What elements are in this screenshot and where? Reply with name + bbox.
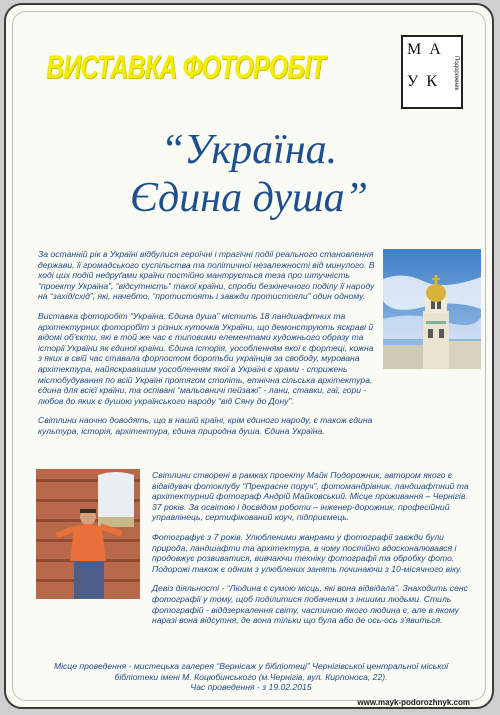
- intro-text: [38, 249, 376, 446]
- mayk-logo: [401, 35, 463, 109]
- title-line-1: “Україна.: [160, 127, 338, 173]
- cathedral-photo: [383, 249, 481, 369]
- bio-paragraph: Фотографує з 7 років. Улюбленими жанрами у фотографії завжди були природа, ландшафти та архітектура, в чому постійно вдосконалювався і продовжує розвиватися, вивчаючи техніку фотографії та обробку фото. Подорожі також є одним з улюблених занять починаючи з 10-місячного віку.: [152, 531, 463, 574]
- intro-paragraph: Світлини наочно доводять, що в нашій країні, крім єдиного народу, є також єдина культура, історія, архітектура, єдина природна душа. Єдина Україна.: [38, 415, 373, 436]
- logo-side-text: Подорожник: [453, 55, 459, 91]
- intro-paragraph: За останній рік в Україні відбулися героїчні і трагічні події реального становлення держави, її громадського суспільства та політичної незалежності від минулого. В ході цих подій недруґами країни постійно мантрується теза про штучність “проекту Україна”, “відсутність” такої країни, спроби безкінечного поділу її народу на “захід/схід”, які, начебто, “протистоять і завжди протистояли” один одному.: [38, 249, 375, 302]
- author-photo-image: [36, 469, 140, 599]
- poster: [4, 3, 494, 709]
- logo-letters-top: МА: [407, 41, 449, 58]
- website-link[interactable]: www.mayk-podorozhnyk.com: [357, 698, 470, 707]
- title-line-2: Єдина душа”: [129, 175, 369, 221]
- venue-text: Місце проведення - мистецька галерея “Вернісаж у бібліотеці” Чернігівської центральної міської бібліотеки імені М. Коцюбинського (м.Чернігів, вул. Кирпоноса, 22).: [53, 661, 449, 682]
- intro-paragraph: Виставка фоторобіт “Україна. Єдина душа” містить 18 ландшафтних та архітектурних фоторобіт з різних куточків України, що демонструють яскраві й відомі об'єкти, які в той же час є типовими елементами художнього образу та історії України як єдиної країни. Єдина історія, уособленням якої є фортеці, кожна з яких в свій час ставала форпостом боротьби українців за свободу, мурована архітектура, найяскравішим уособленням якої в Україні є храми - стрижень містобудування по всій Україні протягом століть, етнічна сільська архітектура, єдина для всієї країни, та оспівані “мальовничі пейзажі” - лани, ставки, гаї, гори - любов до яких є душою українського народу “від Сяну до Дону”.: [38, 310, 374, 406]
- cathedral-photo-image: [383, 249, 481, 369]
- bio-paragraph: Девіз діяльності - “Людина є сумою місць, які вона відвідала”. Знаходить сенс фотографії у тому, щоб поділитися побаченим з іншими людьми. Стиль фотографій - віддзеркалення світу, частиною якого людина є, але в якому наразі вона відсутня, де вона тільки що була або де ось-ось з'явиться.: [152, 583, 468, 626]
- venue-info: [36, 661, 466, 693]
- logo-letters-bottom: УК: [407, 73, 445, 90]
- author-photo: [36, 469, 140, 599]
- exhibition-headline: ВИСТАВКА ФОТОРОБІТ: [46, 49, 325, 85]
- time-text: Час проведення - з 19.02.2015: [190, 682, 312, 693]
- author-bio: [152, 470, 472, 635]
- bio-paragraph: Світлини створені в рамках проекту Майк Подорожник, автором якого є відвідувач фотоклубу “Прекрасне поруч”, фотомандрівник, ландшафтний та архітектурний фотограф Андрій Майковський. Місце проживання – Чернігів. 37 років. За освітою і досвідом роботи – інженер-дорожник, професійний управлінець, сертифікований коуч, підприємець.: [152, 470, 469, 523]
